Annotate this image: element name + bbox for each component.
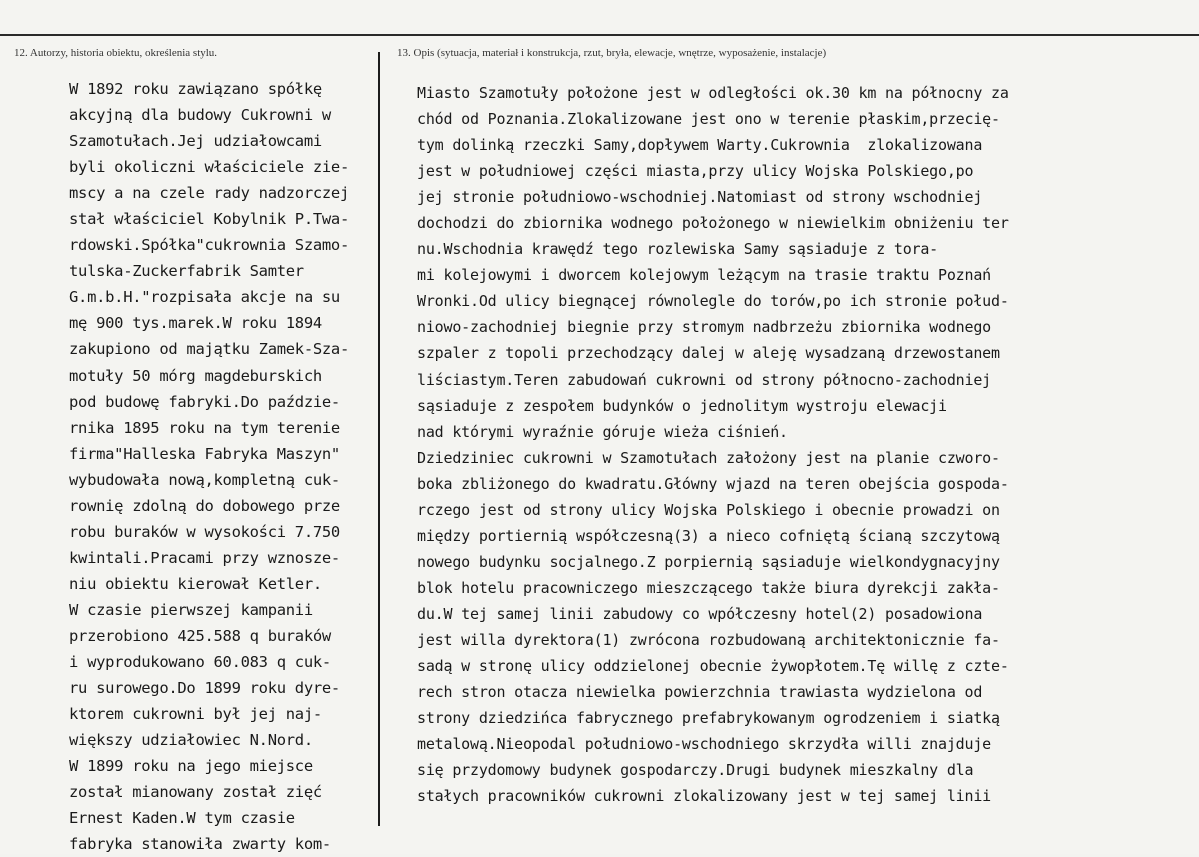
text-line: byli okoliczni właściciele zie- (69, 158, 349, 177)
text-line: rczego jest od strony ulicy Wojska Polskiego i obecnie prowadzi on (417, 500, 1000, 519)
text-line: niowo-zachodniej biegnie przy stromym nadbrzeżu zbiornika wodnego (417, 318, 991, 337)
text-line: pod budowę fabryki.Do paździe- (69, 392, 340, 411)
text-line: strony dziedzińca fabrycznego prefabrykowanym ogrodzeniem i siatką (417, 709, 1000, 728)
text-line: kwintali.Pracami przy wznosze- (69, 548, 340, 567)
text-line: motuły 50 mórg magdeburskich (69, 366, 322, 385)
text-line: G.m.b.H."rozpisała akcje na su (69, 288, 340, 307)
text-line: mi kolejowymi i dworcem kolejowym leżącym na trasie traktu Poznań (417, 266, 991, 285)
text-line: wybudowała nową,kompletną cuk- (69, 470, 340, 489)
text-line: zakupiono od majątku Zamek-Sza- (69, 340, 349, 359)
text-line: Dziedziniec cukrowni w Szamotułach założony jest na planie czworo- (417, 448, 1000, 467)
text-line: między portiernią współczesną(3) a nieco cofniętą ścianą szczytową (417, 526, 1000, 545)
text-line: metalową.Nieopodal południowo-wschodniego skrzydła willi znajduje (417, 735, 991, 754)
top-border-line (0, 34, 1199, 36)
text-line: mę 900 tys.marek.W roku 1894 (69, 314, 322, 333)
text-line: sadą w stronę ulicy oddzielonej obecnie żywopłotem.Tę willę z czte- (417, 657, 1009, 676)
text-line: dochodzi do zbiornika wodnego położonego w niewielkim obniżeniu ter (417, 214, 1009, 233)
text-line: nowego budynku socjalnego.Z porpiernią sąsiaduje wielkondygnacyjny (417, 552, 1000, 571)
text-line: W 1899 roku na jego miejsce (69, 757, 313, 776)
text-line: jest willa dyrektora(1) zwrócona rozbudowaną architektonicznie fa- (417, 630, 1000, 649)
text-line: Ernest Kaden.W tym czasie (69, 809, 295, 828)
text-line: sąsiaduje z zespołem budynków o jednolitym wystroju elewacji (417, 396, 947, 415)
section-13-heading: 13. Opis (sytuacja, materiał i konstrukcja, rzut, bryła, elewacje, wnętrze, wyposażenie, instalacje) (397, 47, 827, 59)
text-line: akcyjną dla budowy Cukrowni w (69, 106, 331, 125)
text-line: stałych pracowników cukrowni zlokalizowany jest w tej samej linii (417, 787, 991, 806)
text-line: blok hotelu pracowniczego mieszczącego także biura dyrekcji zakła- (417, 578, 1000, 597)
text-line: większy udziałowiec N.Nord. (69, 731, 313, 750)
text-line: rownię zdolną do dobowego prze (69, 496, 340, 515)
text-line: Miasto Szamotuły położone jest w odległości ok.30 km na północny za (417, 84, 1009, 102)
text-line: firma"Halleska Fabryka Maszyn" (69, 444, 340, 463)
text-line: ktorem cukrowni był jej naj- (69, 705, 322, 724)
text-line: jest w południowej części miasta,przy ulicy Wojska Polskiego,po (417, 162, 974, 181)
text-line: Wronki.Od ulicy biegnącej równolegle do torów,po ich stronie połud- (417, 292, 1009, 311)
column-divider (378, 52, 380, 826)
text-line: nad którymi wyraźnie góruje wieża ciśnień. (417, 422, 788, 441)
text-line: du.W tej samej linii zabudowy co wpółczesny hotel(2) posadowiona (417, 604, 983, 623)
text-line: rnika 1895 roku na tym terenie (69, 418, 340, 437)
text-line: liściastym.Teren zabudowań cukrowni od strony północno-zachodniej (417, 370, 991, 389)
text-line: mscy a na czele rady nadzorczej (69, 184, 349, 203)
text-line: rech stron otacza niewielka powierzchnia trawiasta wydzielona od (417, 683, 983, 702)
text-line: chód od Poznania.Zlokalizowane jest ono w terenie płaskim,przecię- (417, 110, 1000, 129)
text-line: został mianowany został zięć (69, 783, 322, 802)
text-line: jej stronie południowo-wschodniej.Natomiast od strony wschodniej (417, 188, 983, 207)
text-line: ru surowego.Do 1899 roku dyre- (69, 679, 340, 698)
section-12-text (69, 76, 349, 857)
text-line: tym dolinką rzeczki Samy,dopływem Warty.Cukrownia zlokalizowana (417, 136, 983, 155)
text-line: W czasie pierwszej kampanii (69, 600, 313, 619)
section-13-text (417, 80, 1009, 809)
text-line: nu.Wschodnia krawędź tego rozlewiska Samy sąsiaduje z tora- (417, 240, 939, 259)
text-line: stał właściciel Kobylnik P.Twa- (69, 210, 349, 229)
text-line: fabryka stanowiła zwarty kom- (69, 835, 331, 854)
text-line: i wyprodukowano 60.083 q cuk- (69, 653, 331, 672)
text-line: boka zbliżonego do kwadratu.Główny wjazd na teren obejścia gospoda- (417, 474, 1009, 493)
text-line: szpaler z topoli przechodzący dalej w aleję wysadzaną drzewostanem (417, 344, 1000, 363)
text-line: Szamotułach.Jej udziałowcami (69, 132, 322, 151)
text-line: tulska-Zuckerfabrik Samter (69, 262, 304, 281)
text-line: robu buraków w wysokości 7.750 (69, 522, 340, 541)
text-line: niu obiektu kierował Ketler. (69, 574, 322, 593)
text-line: rdowski.Spółka"cukrownia Szamo- (69, 236, 349, 255)
text-line: się przydomowy budynek gospodarczy.Drugi budynek mieszkalny dla (417, 761, 974, 780)
text-line: W 1892 roku zawiązano spółkę (69, 80, 322, 98)
section-12-heading: 12. Autorzy, historia obiektu, określenia stylu. (14, 47, 218, 59)
text-line: przerobiono 425.588 q buraków (69, 626, 331, 645)
